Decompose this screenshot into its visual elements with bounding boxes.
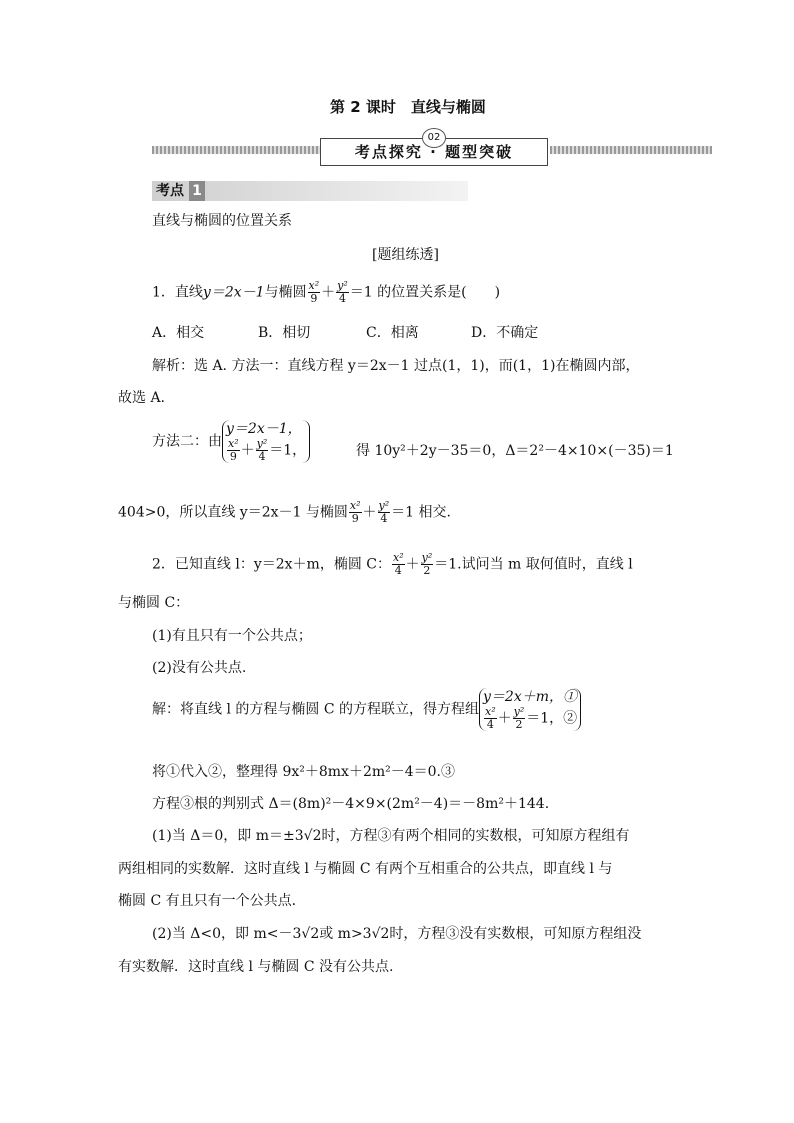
topic-heading: 直线与椭圆的位置关系 xyxy=(152,213,292,229)
kaodian-label: 考点 xyxy=(156,183,184,199)
method2-result: 得 10y²＋2y－35＝0，Δ＝2²－4×10×(－35)＝1 xyxy=(356,443,674,459)
case1-line2: 两组相同的实数解．这时直线 l 与椭圆 C 有两个互相重合的公共点，即直线 l 与 xyxy=(118,861,613,877)
q1-method2 xyxy=(152,420,310,463)
method2-label: 方法二：由 xyxy=(152,433,222,450)
fraction: $\frac{\text{x²}}{9}$ xyxy=(349,499,361,525)
sys-line-2: $\frac{\text{x²}}{9}$ ＋ $\frac{\text{y²}}{4}$ ＝1， xyxy=(228,437,307,463)
q1-pre: 1．直线 xyxy=(152,284,203,301)
q2-solution-intro xyxy=(152,688,581,731)
method2-continuation xyxy=(118,500,451,525)
q1-solution-line2: 故选 A. xyxy=(118,390,166,406)
q2-sub2: (2)没有公共点. xyxy=(152,660,247,676)
kaodian-number: 1 xyxy=(189,181,205,201)
q1-option-a: A．相交 xyxy=(152,325,205,341)
fraction: $\frac{\text{y²}}{4}$ xyxy=(337,279,348,305)
cont-pre: 404>0，所以直线 y＝2x－1 与椭圆 xyxy=(118,504,348,521)
fraction: $\frac{\text{y²}}{4}$ xyxy=(378,499,390,525)
plus-sign: ＋ xyxy=(362,504,377,521)
q1-option-d: D．不确定 xyxy=(471,325,539,341)
banner-badge: 02 xyxy=(422,128,446,148)
case1-line1: (1)当 Δ＝0，即 m＝±3√2时，方程③有两个相同的实数根，可知原方程组有 xyxy=(152,828,630,844)
banner-stripe-left xyxy=(152,146,320,154)
discriminant-line: 方程③根的判别式 Δ＝(8m)²－4×9×(2m²－4)＝－8m²＋144. xyxy=(152,796,550,812)
q1-solution-line1: 解析：选 A. 方法一：直线方程 y＝2x－1 过点(1，1)，而(1，1)在椭圆内部， xyxy=(152,358,640,374)
banner-title: 考点探究 · 题型突破 xyxy=(354,143,514,161)
q1-stem xyxy=(152,280,500,305)
fraction: $\frac{\text{y²}}{2}$ xyxy=(421,551,433,577)
cont-post: ＝1 相交. xyxy=(391,504,451,521)
sys-line-1: y＝2x＋m，① xyxy=(483,689,577,705)
plus-sign: ＋ xyxy=(321,284,336,301)
q1-post: ＝1 的位置关系是( ) xyxy=(349,284,501,301)
q2-stem-c: 与椭圆 C： xyxy=(118,595,190,611)
case1-line3: 椭圆 C 有且只有一个公共点． xyxy=(118,893,306,909)
q2-stem-a: 2．已知直线 l：y＝2x＋m，椭圆 C： xyxy=(152,556,391,573)
sys-line-2: $\frac{\text{x²}}{4}$ ＋ $\frac{\text{y²}}{2}$ ＝1，② xyxy=(485,705,578,731)
banner-stripe-right xyxy=(550,146,712,154)
q2-stem-b: ＝1.试问当 m 取何值时，直线 l xyxy=(434,556,633,573)
q2-stem xyxy=(152,552,633,577)
q1-option-c: C．相离 xyxy=(366,325,419,341)
case2-line2: 有实数解．这时直线 l 与椭圆 C 没有公共点. xyxy=(118,959,394,975)
q2-sub1: (1)有且只有一个公共点； xyxy=(152,628,312,644)
fraction: $\frac{\text{x²}}{4}$ xyxy=(392,551,404,577)
case2-line1: (2)当 Δ<0，即 m<－3√2或 m>3√2时，方程③没有实数根，可知原方程组没 xyxy=(152,926,642,942)
equation-system xyxy=(222,420,310,463)
sys-line-1: y＝2x－1， xyxy=(226,421,302,437)
q1-line-eq: y＝2x－1 xyxy=(202,284,265,301)
q1-option-b: B．相切 xyxy=(258,325,311,341)
plus-sign: ＋ xyxy=(405,556,420,573)
lesson-title: 第 2 课时 直线与椭圆 xyxy=(330,98,486,116)
q1-mid: 与椭圆 xyxy=(264,284,307,301)
subheading: [题组练透] xyxy=(372,247,439,263)
section-banner xyxy=(152,128,712,170)
sol-a: 解：将直线 l 的方程与椭圆 C 的方程联立，得方程组 xyxy=(152,701,479,718)
substitution-line: 将①代入②，整理得 9x²＋8mx＋2m²－4＝0.③ xyxy=(152,764,456,780)
fraction: $\frac{\text{x²}}{9}$ xyxy=(308,279,320,305)
equation-system xyxy=(479,688,581,731)
